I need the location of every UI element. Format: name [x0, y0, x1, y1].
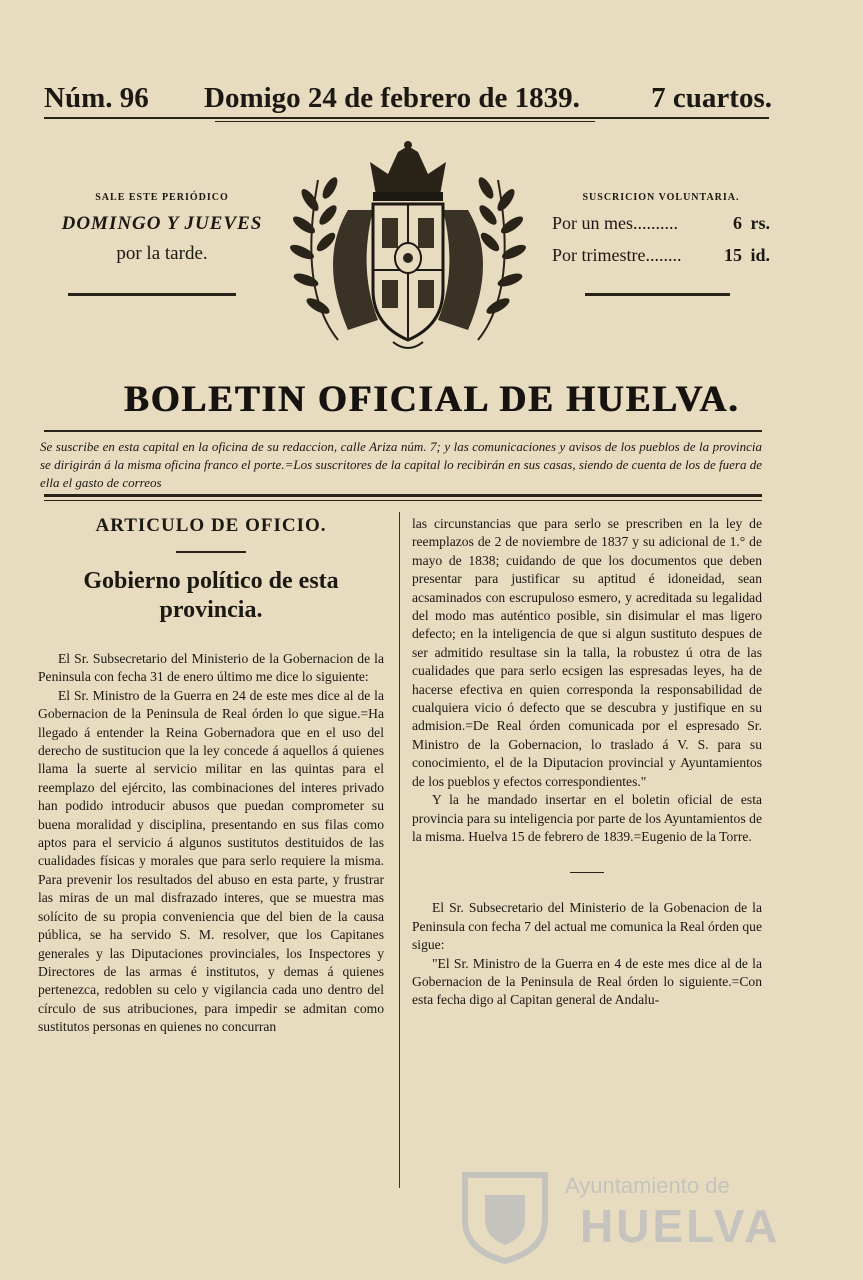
schedule-time: por la tarde.: [116, 243, 208, 264]
left-info-rule: [68, 293, 236, 296]
issue-price: 7 cuartos.: [651, 82, 772, 114]
schedule-caption: SALE ESTE PERIÓDICO: [95, 192, 229, 203]
article-separator: [570, 872, 604, 873]
article-paragraph: El Sr. Subsecretario del Ministerio de la Gobernacion de la Peninsula con fecha 31 de enero último me dice lo siguiente:: [38, 651, 384, 685]
left-column: [38, 515, 384, 1037]
price-value: 6: [733, 213, 742, 233]
watermark-line1: Ayuntamiento de: [565, 1173, 730, 1198]
article-paragraph: las circunstancias que para serlo se prescriben en la ley de reemplazos de 2 de noviembre de 1837 y su adicional de 1.° de mayo de 1838; cuidando de que los documentos que deben presentar para justificar su aptitud é idoneidad, sean acsaminados con escrupuloso esmero, y acreditada su legalidad del modo mas auténtico posible, sin disimular el mas ligero defecto; en la inteligencia de que si algun sustituto despues de ser admitido resultase sin la talla, la robustez ú otra de las cualidades que para serlo ecsigen las espresadas leyes, ha de hacerse efectiva en quien corresponda la responsabilidad de cualquiera vicio ó defecto que se descubra y justifique en su admision.=De Real órden comunicada por el espresado Sr. Ministro de la Gobernacion, lo traslado á V. S. para su conocimiento, el de la Diputacion provincial y Ayuntamientos de los pueblos y efectos correspondientes.": [412, 516, 762, 789]
price-row-quarter: [552, 245, 770, 267]
subscription-note: Se suscribe en esta capital en la oficina de su redaccion, calle Ariza núm. 7; y las comunicaciones y avisos de los pueblos de la provincia se dirigirán á la misma oficina franco el porte.=Los suscritores de la capital lo recibirán en sus casas, siendo de cuenta de los de fuera de ella el gasto de correos: [40, 439, 762, 490]
price-label: Por un mes..........: [552, 213, 678, 233]
section-title: ARTICULO DE OFICIO.: [95, 515, 327, 536]
masthead-ornament-rule: [215, 121, 595, 122]
article-paragraph: Y la he mandado insertar en el boletin oficial de esta provincia para su inteligencia por parte de los Ayuntamientos de la misma. Huelva 15 de febrero de 1839.=Eugenio de la Torre.: [412, 792, 762, 844]
header-bottom-rule: [44, 494, 762, 497]
masthead-rule: [44, 117, 769, 119]
section-rule: [176, 551, 246, 553]
price-value: 15: [724, 245, 742, 265]
article-heading: Gobierno político de esta provincia.: [83, 568, 339, 623]
subscription-prices: [552, 192, 770, 267]
newspaper-title: BOLETIN OFICIAL DE HUELVA.: [123, 379, 740, 420]
article-paragraph: "El Sr. Ministro de la Guerra en 4 de este mes dice al de la Gobernacion de la Peninsula de Real órden lo siguiente.=Con esta fecha digo al Capitan general de Andalu-: [412, 955, 762, 1008]
price-label: Por trimestre........: [552, 245, 682, 265]
masthead-line: [44, 82, 772, 114]
price-unit: rs.: [750, 213, 770, 233]
header-bottom-rule-thin: [44, 500, 762, 501]
article-paragraph: El Sr. Subsecretario del Ministerio de la Gobenacion de la Peninsula con fecha 7 del actual me comunica la Real órden que sigue:: [412, 900, 762, 953]
price-unit: id.: [750, 245, 770, 265]
coat-of-arms-icon: [278, 140, 538, 356]
right-info-rule: [585, 293, 730, 296]
issue-date: Domigo 24 de febrero de 1839.: [204, 82, 580, 114]
article-paragraph: El Sr. Ministro de la Guerra en 24 de este mes dice al de la Gobernacion de la Peninsula de Real órden lo que sigue.=Ha llegado á entender la Reina Gobernadora que en el uso del derecho de sustitucion que la ley concede á aquellos á quienes llama la suerte al servicio militar en las quintas para el reemplazo del ejército, las combinaciones del interes privado han podido introducir abusos que puedan comprometer su buena moralidad y disciplina, presentando en sus filas como aptos para el servicio á algunos sustitutos destituidos de las cualidades físicas y morales que para serlo requiere la misma. Para prevenir los resultados del abuso en esta parte, y frustrar las miras de un mal disfrazado interes, que se muestra mas solícito de su propia conveniencia que del bien de la causa pública, se ha servido S. M. resolver, que los Capitanes generales y las Diputaciones provinciales, los Inspectores y Directores de las armas é institutos, y demas á quienes pertenezca, redoblen su celo y vigilancia cada uno dentro del círculo de sus atribuciones, para impedir se admitan como sustitutos personas en quienes no concurran: [38, 687, 384, 1035]
title-rule: [44, 430, 762, 432]
issue-number: Núm. 96: [44, 82, 149, 114]
price-row-month: [552, 213, 770, 235]
subscription-caption: SUSCRICION VOLUNTARIA.: [582, 192, 740, 203]
watermark-logo: [455, 1165, 795, 1270]
publication-schedule: [58, 192, 266, 265]
city-shield-icon: [455, 1165, 555, 1265]
watermark-line2: HUELVA: [580, 1200, 781, 1252]
schedule-days: DOMINGO Y JUEVES: [61, 213, 263, 234]
right-column: [412, 515, 762, 1010]
column-divider: [399, 512, 400, 1188]
